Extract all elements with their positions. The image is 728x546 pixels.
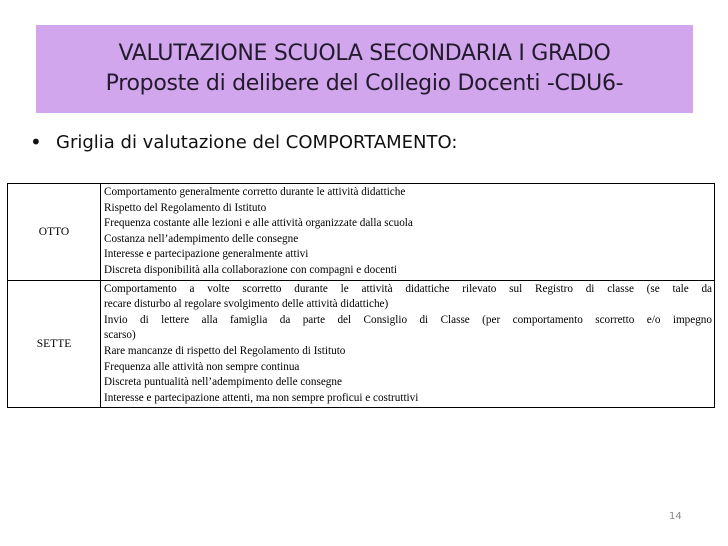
description-line: Rare mancanze di rispetto del Regolamento di Istituto — [104, 344, 346, 357]
title-banner — [36, 25, 693, 113]
description-line: Comportamento a volte scorretto durante le attività didattiche rilevato sul Registro di classe (se tale da — [104, 282, 712, 295]
behavior-grade-table — [7, 183, 715, 408]
description-line: recare disturbo al regolare svolgimento delle attività didattiche) — [104, 298, 389, 311]
slide-title: VALUTAZIONE SCUOLA SECONDARIA I GRADO — [118, 41, 611, 66]
table-row-sette — [8, 280, 715, 408]
grade-description-otto — [101, 184, 715, 281]
description-line: Frequenza alle attività non sempre continua — [104, 360, 300, 373]
grade-description-sette — [101, 280, 715, 408]
description-line: Discreta puntualità nell’adempimento delle consegne — [104, 376, 342, 389]
description-line: Discreta disponibilità alla collaborazione con compagni e docenti — [104, 263, 397, 276]
description-line: Rispetto del Regolamento di Istituto — [104, 201, 267, 214]
description-line: Interesse e partecipazione attenti, ma non sempre proficui e costruttivi — [104, 391, 419, 404]
table-row-otto — [8, 184, 715, 281]
grade-label-otto: OTTO — [8, 184, 101, 281]
description-line: Invio di lettere alla famiglia da parte del Consiglio di Classe (per comportamento scorretto e/o impegno — [104, 313, 712, 326]
bullet-text: Griglia di valutazione del COMPORTAMENTO: — [56, 131, 458, 153]
bullet-item — [30, 127, 457, 157]
description-line: scarso) — [104, 329, 136, 342]
slide-subtitle: Proposte di delibere del Collegio Docenti -CDU6- — [105, 71, 624, 96]
description-line: Comportamento generalmente corretto durante le attività didattiche — [104, 186, 406, 198]
bullet-dot-icon: • — [30, 130, 42, 154]
description-line: Frequenza costante alle lezioni e alle attività organizzate dalla scuola — [104, 217, 413, 230]
grade-label-sette: SETTE — [8, 280, 101, 408]
description-line: Interesse e partecipazione generalmente attivi — [104, 248, 309, 261]
page-number: 14 — [669, 511, 682, 522]
description-line: Costanza nell’adempimento delle consegne — [104, 232, 299, 245]
